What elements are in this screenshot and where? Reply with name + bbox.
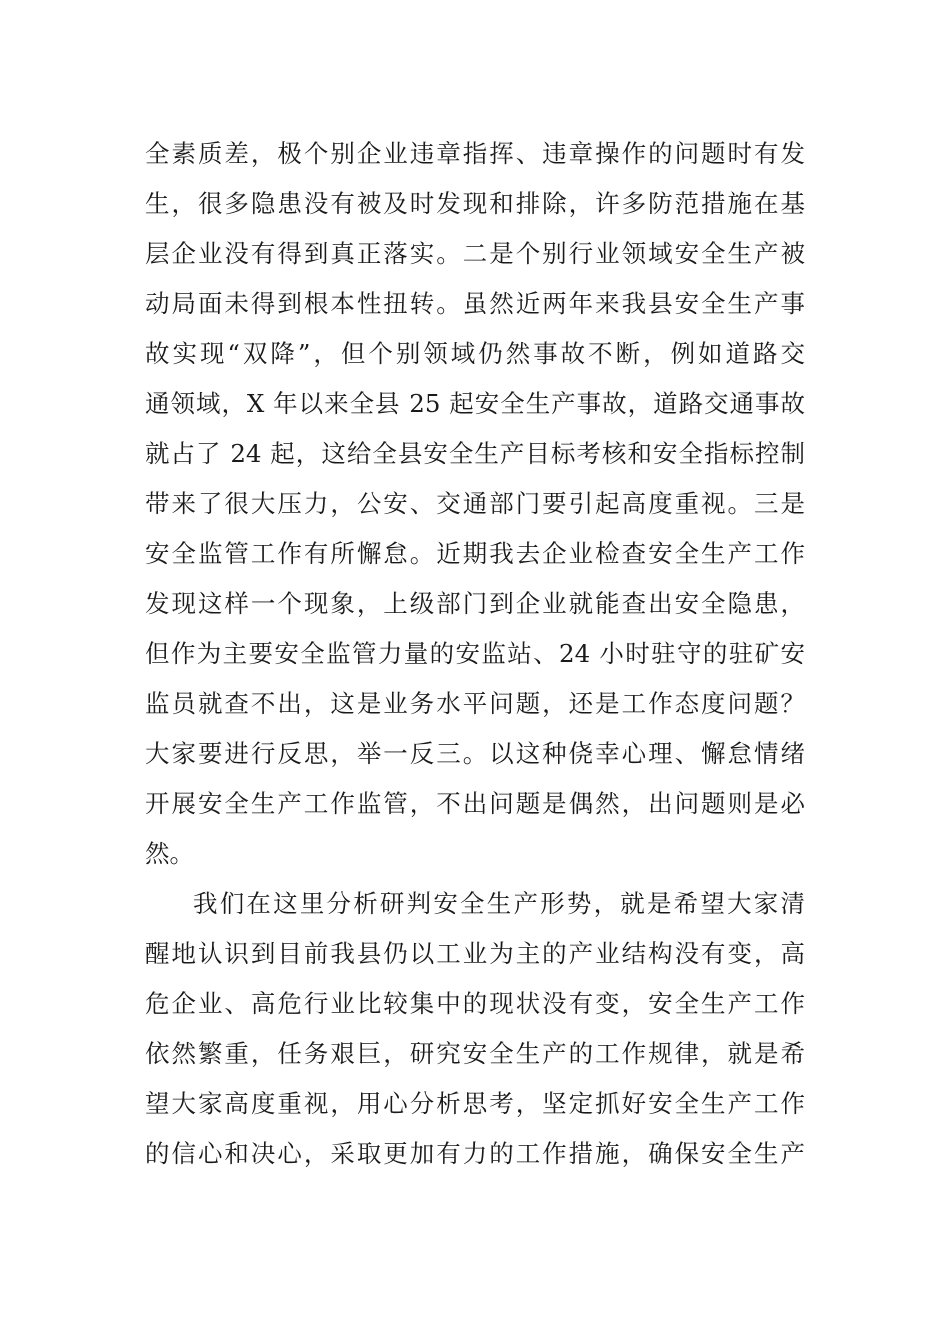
text-line: 通领域，X 年以来全县 25 起安全生产事故，道路交通事故 [145, 389, 805, 418]
text-line: 发现这样一个现象，上级部门到企业就能查出安全隐患， [145, 589, 805, 618]
text-line: 然。 [145, 839, 194, 868]
text-line: 危企业、高危行业比较集中的现状没有变，安全生产工作 [145, 989, 805, 1018]
text-line: 生，很多隐患没有被及时发现和排除，许多防范措施在基 [145, 189, 805, 218]
text-line: 开展安全生产工作监管，不出问题是偶然，出问题则是必 [145, 789, 805, 818]
text-line: 安全监管工作有所懈怠。近期我去企业检查安全生产工作 [145, 539, 805, 568]
text-line: 的信心和决心，采取更加有力的工作措施，确保安全生产 [145, 1139, 805, 1168]
text-line: 全素质差，极个别企业违章指挥、违章操作的问题时有发 [145, 139, 805, 168]
text-line: 大家要进行反思，举一反三。以这种侥幸心理、懈怠情绪 [145, 739, 805, 768]
text-line: 望大家高度重视，用心分析思考，坚定抓好安全生产工作 [145, 1089, 805, 1118]
text-line: 监员就查不出，这是业务水平问题，还是工作态度问题？ [145, 689, 805, 718]
text-line: 醒地认识到目前我县仍以工业为主的产业结构没有变，高 [145, 939, 805, 968]
text-line: 层企业没有得到真正落实。二是个别行业领域安全生产被 [145, 239, 805, 268]
text-line: 带来了很大压力，公安、交通部门要引起高度重视。三是 [145, 489, 805, 518]
text-line: 我们在这里分析研判安全生产形势，就是希望大家清 [193, 889, 805, 918]
text-line: 动局面未得到根本性扭转。虽然近两年来我县安全生产事 [145, 289, 805, 318]
text-line: 依然繁重，任务艰巨，研究安全生产的工作规律，就是希 [145, 1039, 805, 1068]
text-line: 但作为主要安全监管力量的安监站、24 小时驻守的驻矿安 [145, 639, 805, 668]
text-line: 故实现“双降”，但个别领域仍然事故不断，例如道路交 [145, 339, 805, 368]
text-line: 就占了 24 起，这给全县安全生产目标考核和安全指标控制 [145, 439, 805, 468]
